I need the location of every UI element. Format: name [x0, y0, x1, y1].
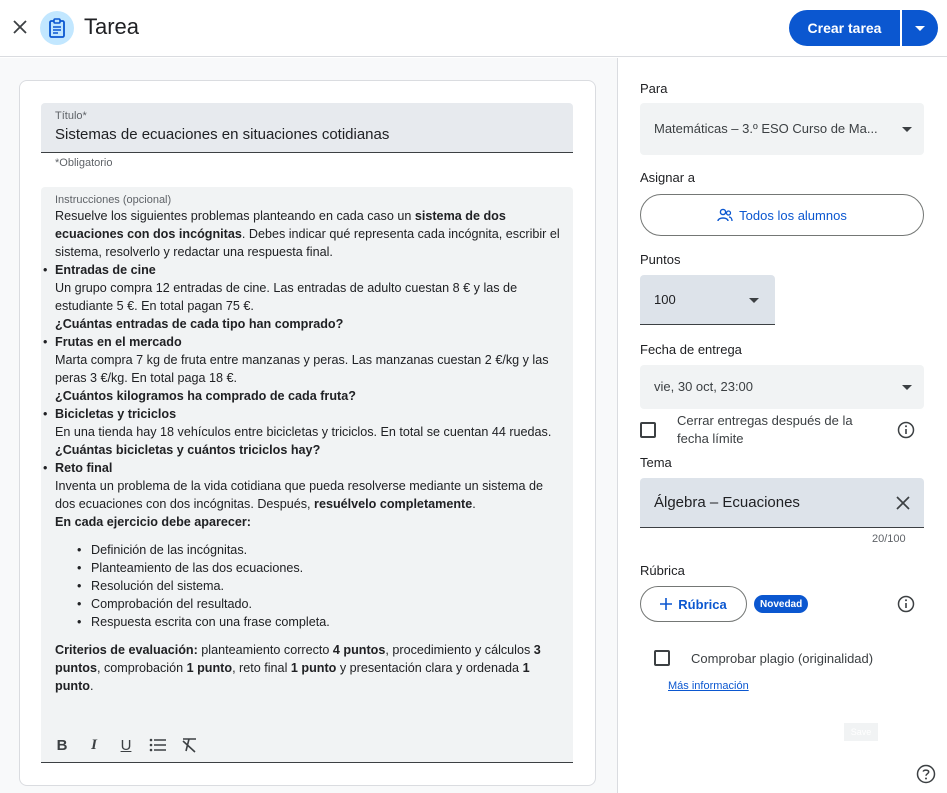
list-item: • Planteamiento de las dos ecuaciones. [77, 559, 561, 577]
instructions-field[interactable] [41, 187, 573, 763]
title-field[interactable] [41, 103, 573, 153]
topic-counter: 20/100 [872, 533, 906, 545]
topic-label: Tema [640, 455, 672, 470]
italic-button[interactable]: I [91, 736, 97, 753]
clear-format-button[interactable] [181, 735, 199, 755]
page-title: Tarea [84, 14, 140, 39]
close-icon[interactable] [9, 16, 31, 38]
topic-value: Álgebra – Ecuaciones [654, 494, 800, 511]
more-info-link[interactable]: Más información [668, 680, 749, 692]
due-date-value: vie, 30 oct, 23:00 [654, 379, 754, 394]
list-item: • Resolución del sistema. [77, 577, 561, 595]
close-submissions-checkbox[interactable] [640, 422, 656, 438]
required-note: *Obligatorio [55, 157, 113, 169]
clear-format-icon [181, 737, 199, 753]
settings-sidebar [617, 58, 947, 793]
create-task-button[interactable]: Crear tarea [789, 10, 900, 46]
points-select[interactable] [640, 275, 775, 325]
list-item: • Frutas en el mercado Marta compra 7 kg de fruta entre manzanas y peras. Las manzanas cuestan 2 €/kg y las peras 3 €/kg. En total paga 18 €. ¿Cuántos kilogramos ha comprado de cada fruta? [55, 333, 561, 405]
due-date-select[interactable] [640, 365, 924, 409]
assignment-card [19, 80, 596, 786]
assign-value: Todos los alumnos [739, 207, 847, 223]
new-badge: Novedad [754, 595, 808, 613]
underline-button[interactable]: U [120, 736, 132, 754]
chevron-down-icon [902, 127, 912, 132]
bulleted-list-button[interactable] [149, 735, 167, 755]
bold-button[interactable]: B [56, 736, 68, 754]
plagiarism-label: Comprobar plagio (originalidad) [691, 651, 874, 666]
list-item: • Entradas de cine Un grupo compra 12 entradas de cine. Las entradas de adulto cuestan 8 € y las de estudiante 5 €. En total pagan 75 €. ¿Cuántas entradas de cada tipo han comprado? [55, 261, 561, 333]
title-input[interactable]: Sistemas de ecuaciones en situaciones cotidianas [55, 126, 390, 143]
list-item: • Definición de las incógnitas. [77, 541, 561, 559]
instructions-text[interactable] [55, 207, 561, 695]
assign-label: Asignar a [640, 170, 695, 185]
requirements-heading: En cada ejercicio debe aparecer: [55, 515, 252, 529]
people-icon [717, 208, 733, 222]
close-submissions-label: Cerrar entregas después de la fecha límite [677, 413, 853, 446]
para-label: Para [640, 81, 668, 96]
add-rubric-label: Rúbrica [678, 596, 727, 612]
rubric-label: Rúbrica [640, 563, 685, 578]
help-icon[interactable] [916, 764, 936, 784]
editor-pane [0, 58, 617, 793]
class-select[interactable] [640, 103, 924, 155]
assignment-icon [40, 11, 74, 45]
title-field-label: Título* [55, 110, 87, 122]
app-header [0, 0, 947, 57]
list-item: • Reto final Inventa un problema de la vida cotidiana que pueda resolverse mediante un sistema de dos ecuaciones con dos incógnitas. Después, resuélvelo completamente. [55, 459, 561, 513]
plus-icon [660, 598, 672, 610]
instructions-label: Instrucciones (opcional) [55, 194, 172, 206]
class-select-value: Matemáticas – 3.º ESO Curso de Ma... [654, 121, 878, 136]
points-value: 100 [654, 292, 676, 307]
info-icon[interactable] [897, 595, 915, 613]
create-options-button[interactable] [902, 10, 938, 46]
assign-students-button[interactable] [640, 194, 924, 236]
problem-list [55, 261, 561, 513]
list-item: • Bicicletas y triciclos En una tienda hay 18 vehículos entre bicicletas y triciclos. En total se cuentan 44 ruedas. ¿Cuántas bicicletas y cuántos triciclos hay? [55, 405, 561, 459]
list-item: • Comprobación del resultado. [77, 595, 561, 613]
requirements-list [77, 541, 561, 631]
list-icon [149, 737, 167, 753]
plagiarism-checkbox[interactable] [654, 650, 670, 666]
criteria-text: Criterios de evaluación: planteamiento correcto 4 puntos, procedimiento y cálculos 3 puntos, comprobación 1 punto, reto final 1 punto y presentación clara y ordenada 1 punto. [55, 643, 541, 693]
points-label: Puntos [640, 252, 681, 267]
chevron-down-icon [749, 298, 759, 303]
clear-topic-icon[interactable] [896, 496, 910, 510]
due-date-label: Fecha de entrega [640, 342, 742, 357]
info-icon[interactable] [897, 421, 915, 439]
save-button[interactable]: Save [844, 723, 878, 741]
format-toolbar [53, 733, 199, 757]
instructions-intro: Resuelve los siguientes problemas planteando en cada caso un sistema de dos ecuaciones con dos incógnitas. Debes indicar qué representa cada incógnita, escribir el sistema, resolverlo y redactar una respuesta final. [55, 209, 560, 259]
chevron-down-icon [902, 385, 912, 390]
chevron-down-icon [915, 26, 925, 31]
list-item: • Respuesta escrita con una frase completa. [77, 613, 561, 631]
topic-field[interactable] [640, 478, 924, 528]
add-rubric-button[interactable] [640, 586, 747, 622]
